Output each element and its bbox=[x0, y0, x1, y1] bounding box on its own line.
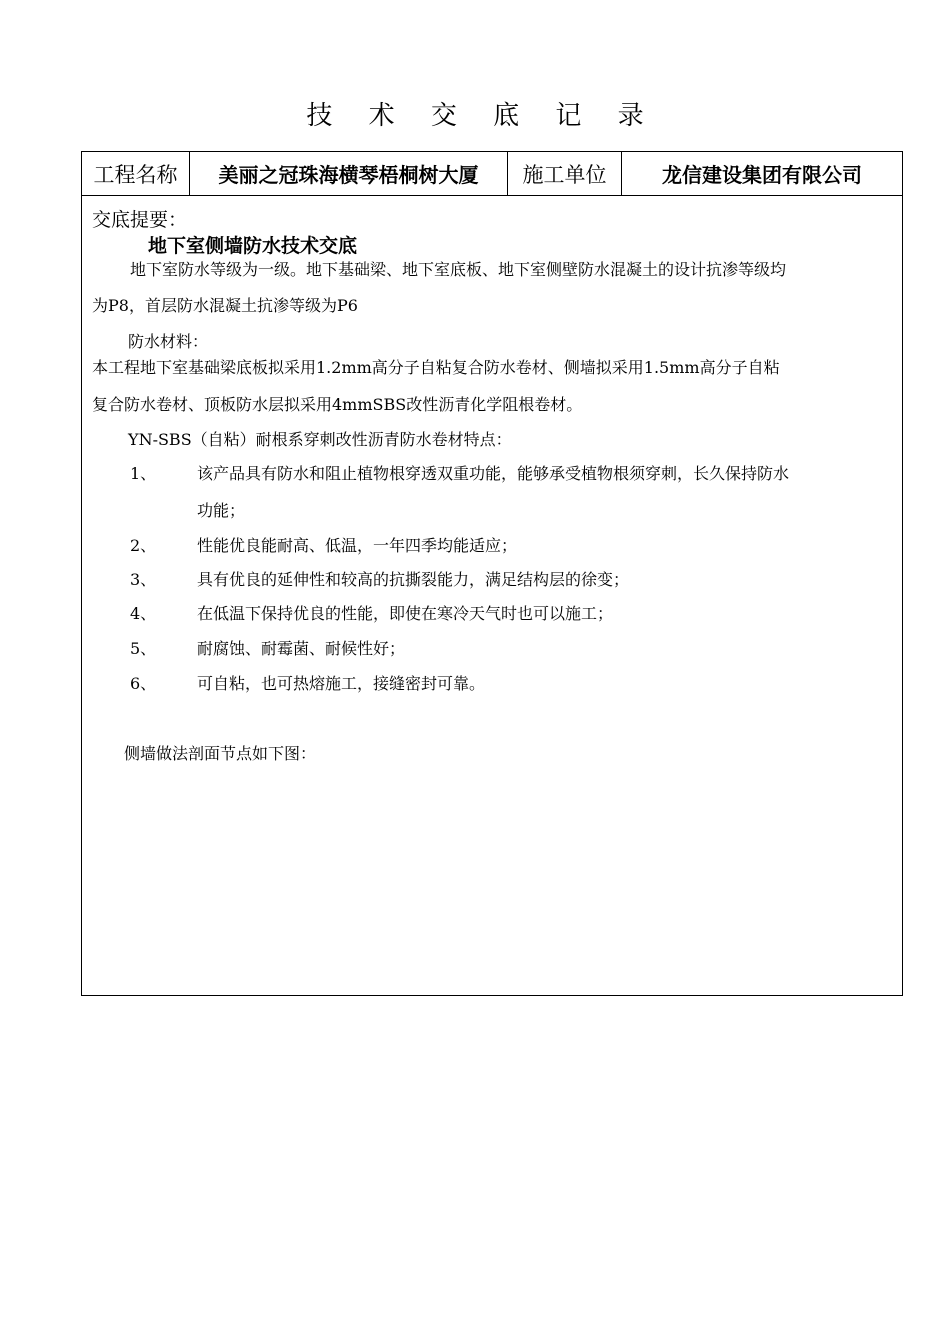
document-title: 技 术 交 底 记 录 bbox=[306, 101, 658, 131]
feature-text: 在低温下保持优良的性能，即使在寒冷天气时也可以施工； bbox=[197, 604, 614, 623]
summary-label: 交底提要： bbox=[92, 209, 188, 231]
grade-line-1: 地下室防水等级为一级。地下基础梁、地下室底板、地下室侧壁防水混凝土的设计抗渗等级均 bbox=[130, 260, 787, 279]
contractor-value: 龙信建设集团有限公司 bbox=[662, 163, 862, 187]
contractor-label: 施工单位 bbox=[508, 152, 622, 195]
feature-text: 耐腐蚀、耐霉菌、耐候性好； bbox=[197, 639, 406, 658]
feature-number: 6、 bbox=[130, 674, 157, 693]
detail-note: 侧墙做法剖面节点如下图： bbox=[124, 744, 317, 763]
project-name-value: 美丽之冠珠海横琴梧桐树大厦 bbox=[190, 152, 508, 195]
header-row bbox=[82, 152, 902, 196]
feature-number: 2、 bbox=[130, 536, 157, 555]
materials-label: 防水材料： bbox=[128, 332, 209, 351]
features-intro: YN-SBS（自粘）耐根系穿刺改性沥青防水卷材特点： bbox=[128, 430, 512, 449]
feature-number: 4、 bbox=[130, 604, 157, 623]
subject-heading: 地下室侧墙防水技术交底 bbox=[148, 235, 358, 257]
feature-text: 该产品具有防水和阻止植物根穿透双重功能，能够承受植物根须穿刺，长久保持防水 bbox=[197, 464, 790, 483]
feature-number: 1、 bbox=[130, 464, 157, 483]
feature-number: 5、 bbox=[130, 639, 157, 658]
project-name-label: 工程名称 bbox=[82, 152, 190, 195]
feature-text: 具有优良的延伸性和较高的抗撕裂能力，满足结构层的徐变； bbox=[197, 570, 630, 589]
feature-text: 可自粘，也可热熔施工，接缝密封可靠。 bbox=[197, 674, 486, 693]
feature-number: 3、 bbox=[130, 570, 157, 589]
feature-text-continued: 功能； bbox=[197, 501, 246, 520]
feature-text: 性能优良能耐高、低温，一年四季均能适应； bbox=[197, 536, 518, 555]
grade-line-2: 为P8，首层防水混凝土抗渗等级为P6 bbox=[92, 296, 358, 315]
materials-line-1: 本工程地下室基础梁底板拟采用1.2mm高分子自粘复合防水卷材、侧墙拟采用1.5mm高分子自粘 bbox=[92, 358, 780, 377]
materials-line-2: 复合防水卷材、顶板防水层拟采用4mmSBS改性沥青化学阻根卷材。 bbox=[92, 395, 583, 414]
